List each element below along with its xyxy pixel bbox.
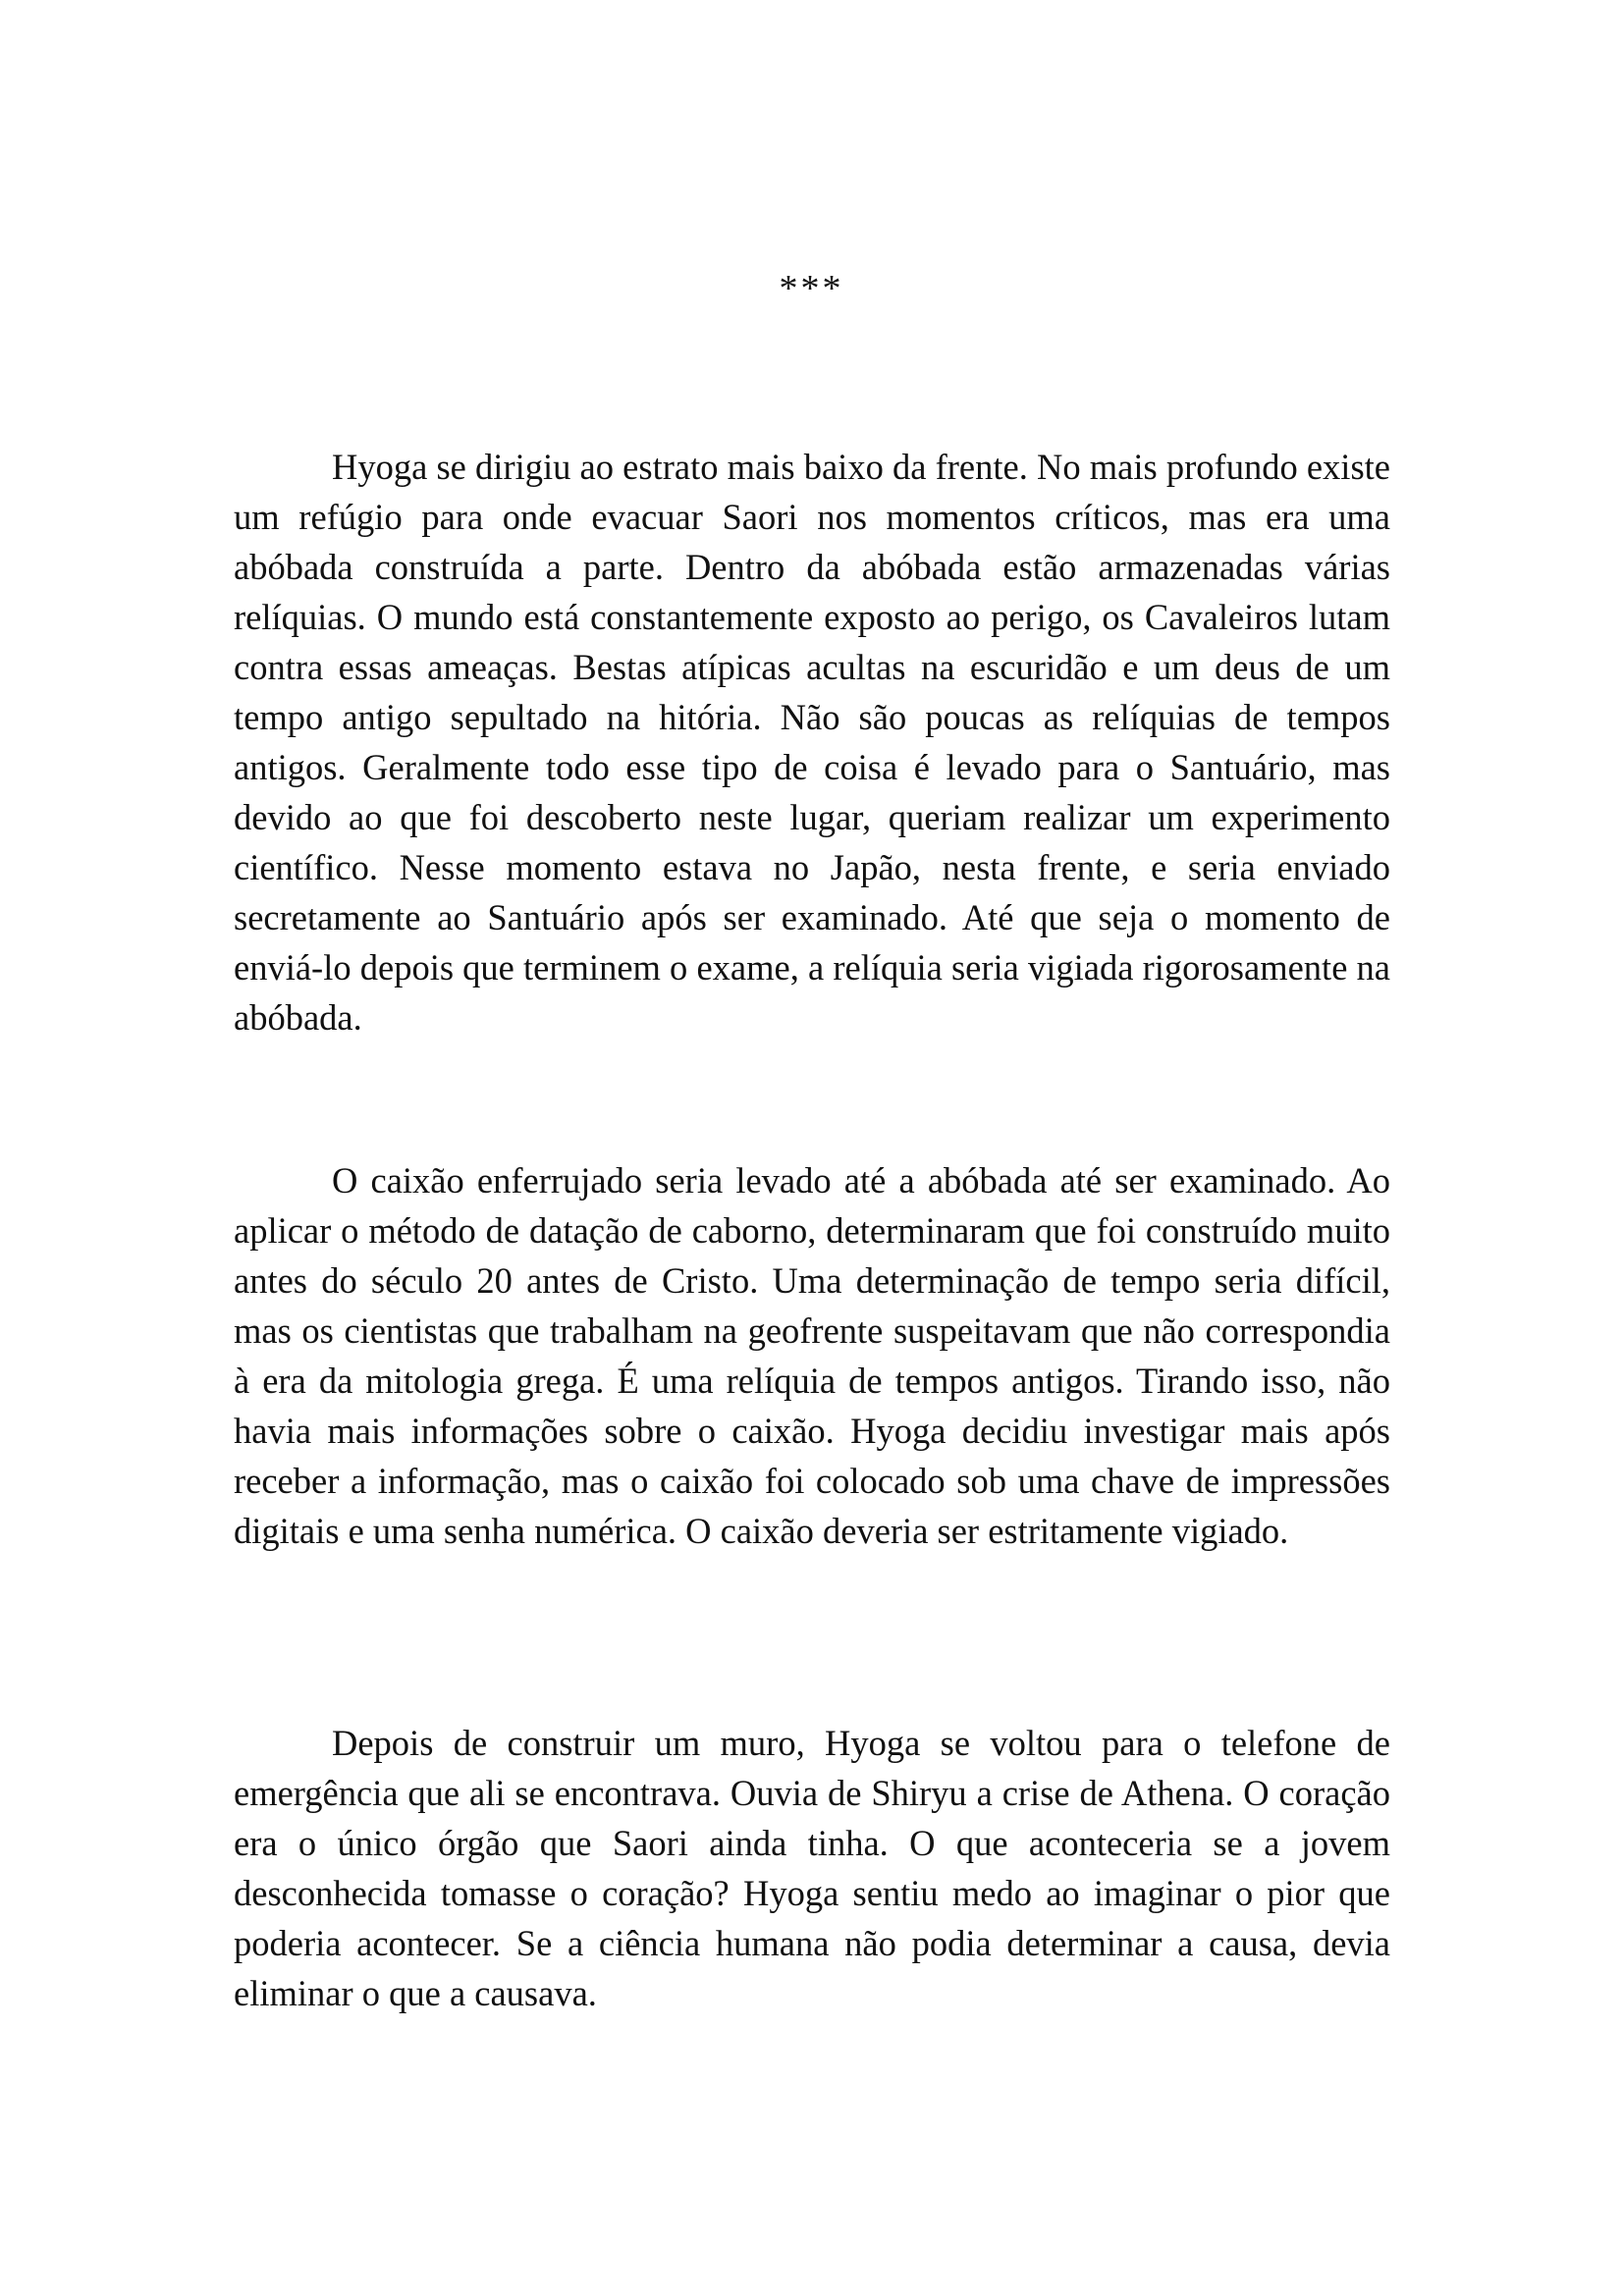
paragraph: Hyoga se dirigiu ao estrato mais baixo da frente. No mais profundo existe um refúgio para onde evacuar Saori nos momentos críticos, mas era uma abóbada construída a parte. Dentro da abóbada estão armazenadas várias relíquias. O mundo está constantemente exposto ao perigo, os Cavaleiros lutam contra essas ameaças. Bestas atípicas acultas na escuridão e um deus de um tempo antigo sepultado na hitória. Não são poucas as relíquias de tempos antigos. Geralmente todo esse tipo de coisa é levado para o Santuário, mas devido ao que foi descoberto neste lugar, queriam realizar um experimento científico. Nesse momento estava no Japão, nesta frente, e seria enviado secretamente ao Santuário após ser examinado. Até que seja o momento de enviá-lo depois que terminem o exame, a relíquia seria vigiada rigorosamente na abóbada. [234,447,1390,1038]
section-separator: *** [779,268,844,309]
paragraph: O caixão enferrujado seria levado até a abóbada até ser examinado. Ao aplicar o método de datação de caborno, determinaram que foi construído muito antes do século 20 antes de Cristo. Uma determinação de tempo seria difícil, mas os cientistas que trabalham na geofrente suspeitavam que não correspondia à era da mitologia grega. É uma relíquia de tempos antigos. Tirando isso, não havia mais informações sobre o caixão. Hyoga decidiu investigar mais após receber a informação, mas o caixão foi colocado sob uma chave de impressões digitais e uma senha numérica. O caixão deveria ser estritamente vigiado. [234,1160,1390,1551]
paragraph: Depois de construir um muro, Hyoga se voltou para o telefone de emergência que ali se encontrava. Ouvia de Shiryu a crise de Athena. O coração era o único órgão que Saori ainda tinha. O que aconteceria se a jovem desconhecida tomasse o coração? Hyoga sentiu medo ao imaginar o pior que poderia acontecer. Se a ciência humana não podia determinar a causa, devia eliminar o que a causava. [234,1723,1390,2013]
